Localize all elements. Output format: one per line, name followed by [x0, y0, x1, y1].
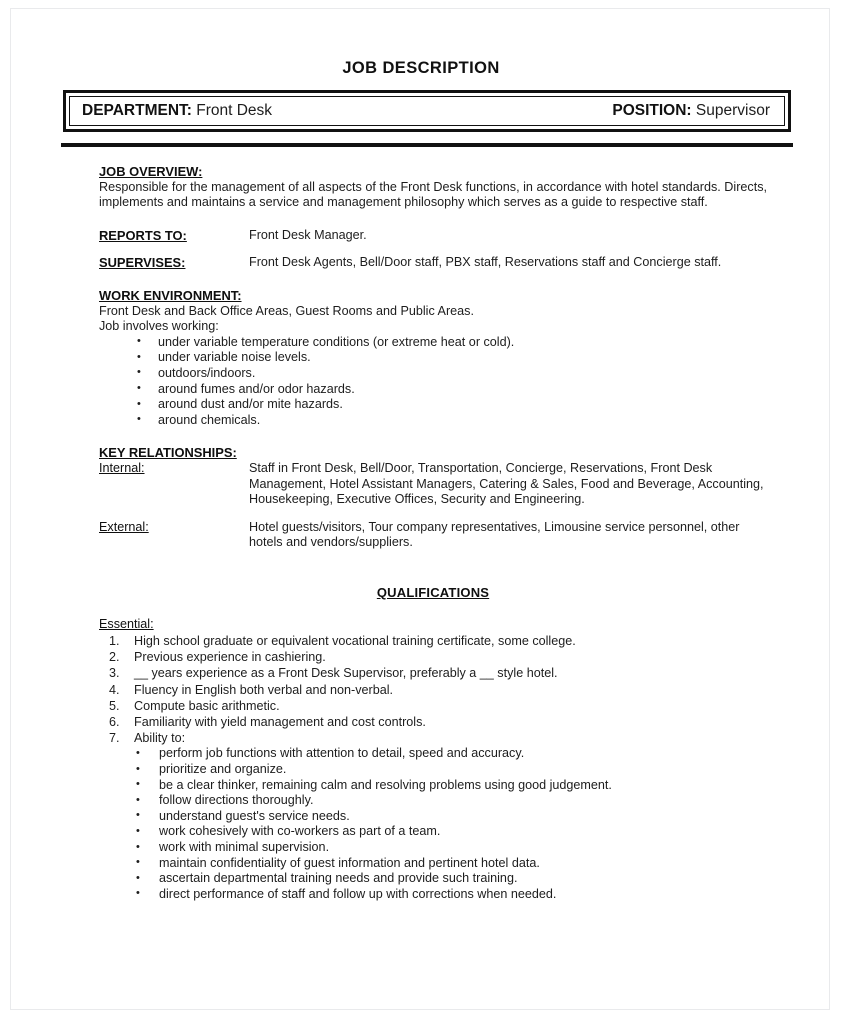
header-field-box: [63, 90, 791, 132]
work-environment-bullet-list: [99, 335, 767, 429]
ability-bullet-list: [99, 746, 767, 902]
header-divider-rule: [61, 142, 793, 147]
document-page: [10, 8, 830, 1010]
list-item: • follow directions thoroughly.: [99, 793, 767, 809]
position-label: POSITION:: [612, 102, 692, 119]
section-heading-qualifications: QUALIFICATIONS: [376, 584, 490, 600]
position-field: [612, 102, 772, 120]
section-heading-key-relationships: KEY RELATIONSHIPS:: [99, 445, 237, 461]
list-item: • under variable temperature conditions (or extreme heat or cold).: [99, 335, 767, 351]
list-item: • perform job functions with attention to detail, speed and accuracy.: [99, 746, 767, 762]
list-item: • work with minimal supervision.: [99, 840, 767, 856]
supervises-row: [99, 255, 767, 271]
supervises-value: Front Desk Agents, Bell/Door staff, PBX staff, Reservations staff and Concierge staff.: [249, 255, 722, 270]
header-field-box-inner: [69, 96, 785, 126]
list-item: Previous experience in cashiering.: [134, 650, 326, 665]
list-item: • outdoors/indoors.: [99, 366, 767, 382]
list-item: Compute basic arithmetic.: [134, 698, 280, 713]
reports-to-value: Front Desk Manager.: [249, 227, 367, 242]
section-heading-work-environment: WORK ENVIRONMENT:: [99, 287, 242, 303]
list-item: • understand guest's service needs.: [99, 809, 767, 825]
reports-to-label: REPORTS TO:: [99, 227, 187, 243]
reports-to-row: [99, 228, 767, 244]
key-relationships-internal-row: [99, 461, 767, 508]
spacer: [99, 600, 767, 617]
department-field: [82, 102, 272, 120]
list-item: • be a clear thinker, remaining calm and resolving problems using good judgement.: [99, 778, 767, 794]
department-label: DEPARTMENT:: [82, 102, 192, 119]
list-item: • around chemicals.: [99, 413, 767, 429]
list-item: • ascertain departmental training needs and provide such training.: [99, 871, 767, 887]
list-item: High school graduate or equivalent vocational training certificate, some college.: [134, 634, 576, 649]
list-item: __ years experience as a Front Desk Supervisor, preferably a __ style hotel.: [134, 666, 558, 681]
list-item: Fluency in English both verbal and non-verbal.: [134, 682, 394, 697]
position-value: Supervisor: [695, 102, 770, 119]
section-heading-job-overview: JOB OVERVIEW:: [99, 164, 203, 179]
work-environment-line-2: Job involves working:: [99, 319, 219, 334]
page-content: [11, 9, 831, 1011]
qualifications-numbered-list: [99, 633, 767, 746]
spacer: [99, 211, 767, 228]
page-title: JOB DESCRIPTION: [342, 59, 500, 77]
spacer: [99, 271, 767, 288]
list-item: Familiarity with yield management and cost controls.: [134, 715, 426, 730]
internal-label: Internal:: [99, 460, 145, 475]
header-field-row: [70, 97, 784, 125]
list-item: • prioritize and organize.: [99, 762, 767, 778]
spacer: [99, 428, 767, 445]
work-environment-line-1: Front Desk and Back Office Areas, Guest Rooms and Public Areas.: [99, 303, 474, 318]
external-value: Hotel guests/visitors, Tour company representatives, Limousine service personnel, other hotels and vendors/suppliers.: [249, 519, 740, 550]
list-item: Ability to:: [134, 731, 186, 746]
key-relationships-external-row: [99, 520, 767, 551]
document-body: [99, 164, 767, 902]
list-item: • around fumes and/or odor hazards.: [99, 382, 767, 398]
spacer: [99, 243, 767, 255]
list-item: • work cohesively with co-workers as part of a team.: [99, 824, 767, 840]
essential-label: Essential:: [99, 617, 154, 632]
list-item: • around dust and/or mite hazards.: [99, 397, 767, 413]
list-item: • direct performance of staff and follow up with corrections when needed.: [99, 887, 767, 903]
external-label: External:: [99, 519, 149, 534]
list-item: • maintain confidentiality of guest information and pertinent hotel data.: [99, 856, 767, 872]
department-value: Front Desk: [196, 102, 273, 119]
spacer: [99, 508, 767, 520]
job-overview-text: Responsible for the management of all aspects of the Front Desk functions, in accordance with hotel standards. Directs, implements and maintains a service and management philosophy which serves as a guide to respective staff.: [99, 179, 767, 210]
spacer: [99, 551, 767, 585]
internal-value: Staff in Front Desk, Bell/Door, Transportation, Concierge, Reservations, Front Desk Management, Hotel Assistant Managers, Catering & Sales, Food and Beverage, Accounting, Housekeeping, Executive Offices, Security and Engineering.: [249, 460, 764, 507]
supervises-label: SUPERVISES:: [99, 255, 186, 271]
list-item: • under variable noise levels.: [99, 350, 767, 366]
